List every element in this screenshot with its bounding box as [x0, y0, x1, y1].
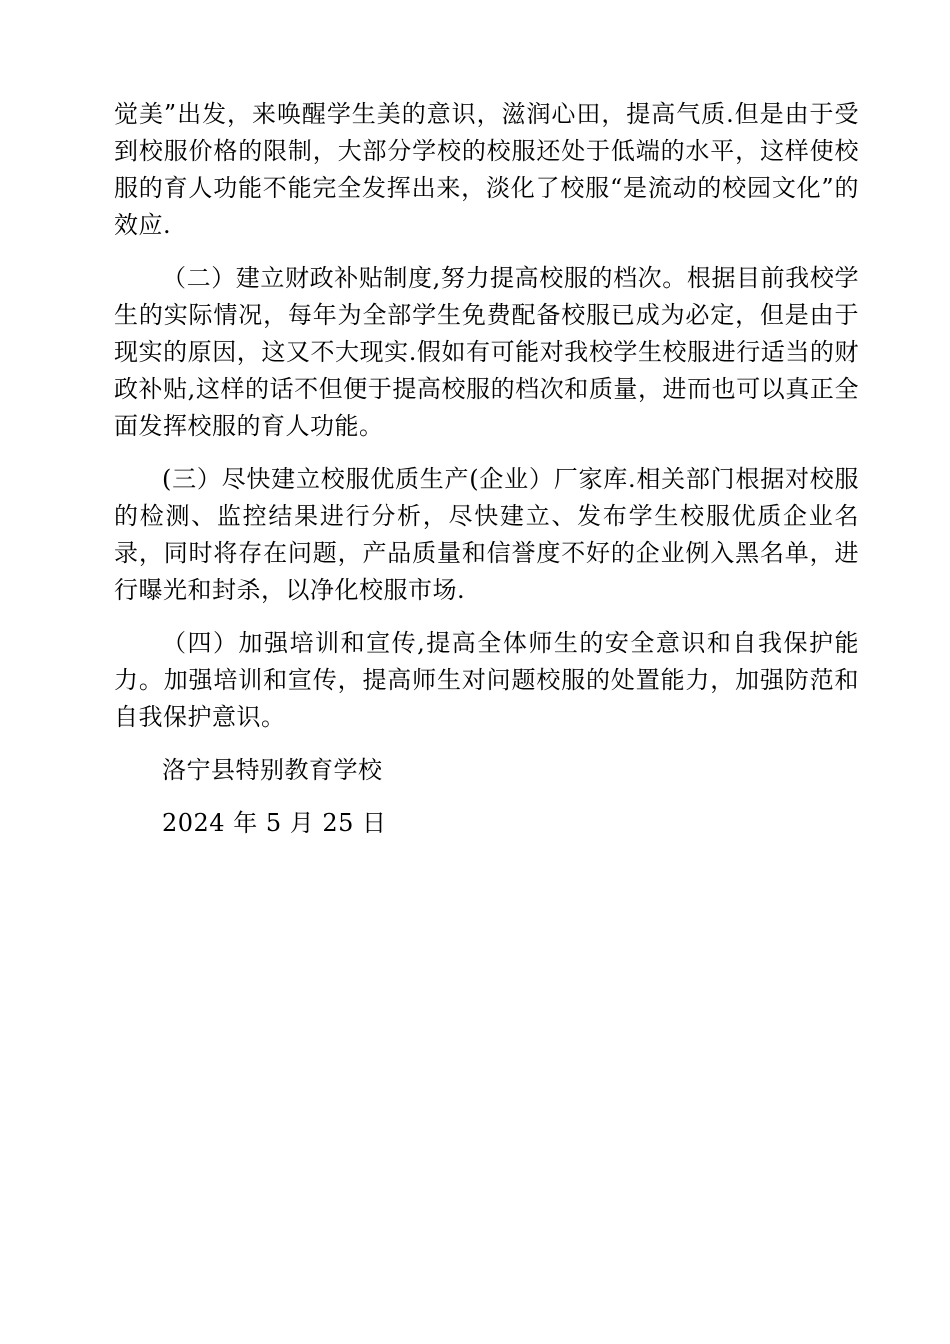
signature-organization: 洛宁县特别教育学校 — [162, 756, 383, 784]
document-page — [114, 96, 859, 858]
signature-date: 2024 年 5 月 25 日 — [162, 809, 387, 837]
paragraph-section-4: （四）加强培训和宣传,提高全体师生的安全意识和自我保护能力。加强培训和宣传，提高师生对问题校服的处置能力，加强防范和自我保护意识。 — [114, 629, 859, 731]
paragraph-section-3: (三）尽快建立校服优质生产(企业）厂家库.相关部门根据对校服的检测、监控结果进行分析，尽快建立、发布学生校服优质企业名录，同时将存在问题，产品质量和信誉度不好的企业例入黑名单，进行曝光和封杀，以净化校服市场. — [114, 465, 859, 604]
paragraph-section-2: （二）建立财政补贴制度,努力提高校服的档次。根据目前我校学生的实际情况，每年为全部学生免费配备校服已成为必定，但是由于现实的原因，这又不大现实.假如有可能对我校学生校服进行适当的财政补贴,这样的话不但便于提高校服的档次和质量，进而也可以真正全面发挥校服的育人功能。 — [114, 264, 859, 440]
paragraph-continuation: 觉美”出发，来唤醒学生美的意识，滋润心田，提高气质.但是由于受到校服价格的限制，大部分学校的校服还处于低端的水平，这样使校服的育人功能不能完全发挥出来，淡化了校服“是流动的校园文化”的效应. — [114, 100, 859, 239]
